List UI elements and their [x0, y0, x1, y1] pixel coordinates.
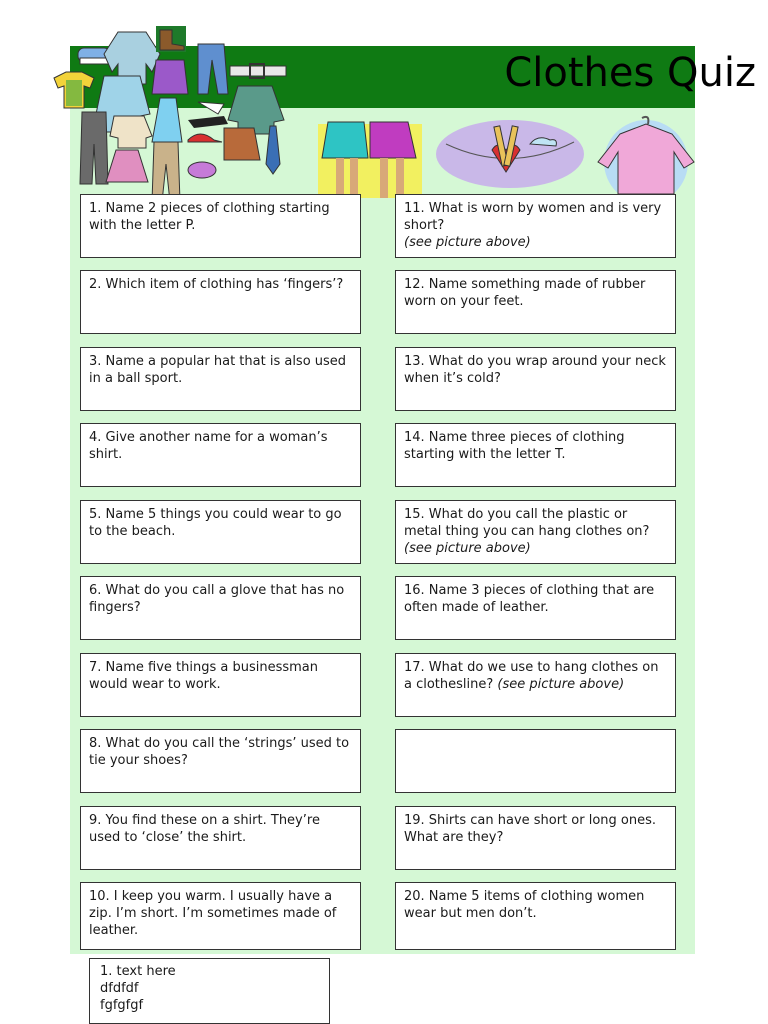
top-icon	[152, 60, 188, 94]
question-box-14	[395, 423, 676, 487]
page-title: Clothes Quiz	[504, 50, 756, 96]
question-box-18	[395, 729, 676, 793]
question-box-9	[80, 806, 361, 870]
question-box-11	[395, 194, 676, 258]
question-text: 10. I keep you warm. I usually have a zip. I’m short. I’m sometimes made of leather.	[89, 889, 337, 938]
belt-icon	[230, 64, 286, 78]
cap-icon	[188, 134, 222, 142]
question-text: 5. Name 5 things you could wear to go to the beach.	[89, 507, 342, 539]
question-text: 1. Name 2 pieces of clothing starting with the letter P.	[89, 201, 330, 233]
hanger-sweater-clipart	[590, 112, 702, 204]
skirts-clipart	[318, 114, 422, 198]
question-note: (see picture above)	[404, 235, 531, 250]
dress-icon	[152, 98, 182, 142]
question-note: (see picture above)	[497, 677, 625, 692]
extra-line-3: fgfgfgf	[100, 998, 144, 1013]
question-box-6	[80, 576, 361, 640]
question-text: 6. What do you call a glove that has no fingers?	[89, 583, 345, 615]
question-box-13	[395, 347, 676, 411]
question-text: 14. Name three pieces of clothing starting with the letter T.	[404, 430, 625, 462]
question-text: 20. Name 5 items of clothing women wear but men don’t.	[404, 889, 645, 921]
question-box-17	[395, 653, 676, 717]
clothes-clipart-collage	[48, 24, 288, 204]
question-note: (see picture above)	[404, 541, 531, 556]
question-text: 11. What is worn by women and is very short?	[404, 201, 662, 233]
question-box-19	[395, 806, 676, 870]
leather-jacket-icon	[224, 128, 260, 160]
question-text: 19. Shirts can have short or long ones. What are they?	[404, 813, 657, 845]
high-heel-icon	[188, 102, 228, 128]
extra-answer-box	[89, 958, 330, 1024]
shirt-icon	[110, 116, 152, 148]
question-box-7	[80, 653, 361, 717]
jeans-icon	[198, 44, 228, 94]
question-box-1	[80, 194, 361, 258]
sandals-icon	[188, 162, 216, 178]
question-text: 13. What do you wrap around your neck when it’s cold?	[404, 354, 666, 386]
question-box-5	[80, 500, 361, 564]
question-box-12	[395, 270, 676, 334]
question-box-4	[80, 423, 361, 487]
question-box-16	[395, 576, 676, 640]
clothes-pegs-clipart	[434, 114, 586, 194]
question-box-15	[395, 500, 676, 564]
trousers-icon	[152, 142, 180, 202]
question-text: 9. You find these on a shirt. They’re used to ‘close’ the shirt.	[89, 813, 320, 845]
question-box-3	[80, 347, 361, 411]
suit-icon	[80, 112, 108, 184]
question-box-8	[80, 729, 361, 793]
question-text: 16. Name 3 pieces of clothing that are often made of leather.	[404, 583, 655, 615]
extra-line-1: 1. text here	[100, 964, 176, 979]
extra-line-2: dfdfdf	[100, 981, 139, 996]
question-box-20	[395, 882, 676, 950]
tshirt-icon	[54, 72, 94, 108]
question-text: 8. What do you call the ‘strings’ used to tie your shoes?	[89, 736, 350, 768]
question-text: 3. Name a popular hat that is also used in a ball sport.	[89, 354, 347, 386]
question-text: 7. Name five things a businessman would wear to work.	[89, 660, 319, 692]
boots-icon	[156, 26, 186, 52]
question-box-10	[80, 882, 361, 950]
question-text: 15. What do you call the plastic or metal thing you can hang clothes on?	[404, 507, 650, 539]
question-text: 12. Name something made of rubber worn on your feet.	[404, 277, 646, 309]
question-text: 17. What do we use to hang clothes on a clothesline?	[404, 660, 659, 692]
question-text: 4. Give another name for a woman’s shirt.	[89, 430, 328, 462]
question-box-2	[80, 270, 361, 334]
skirt-icon	[106, 150, 148, 182]
question-text: 2. Which item of clothing has ‘fingers’?	[89, 277, 344, 292]
